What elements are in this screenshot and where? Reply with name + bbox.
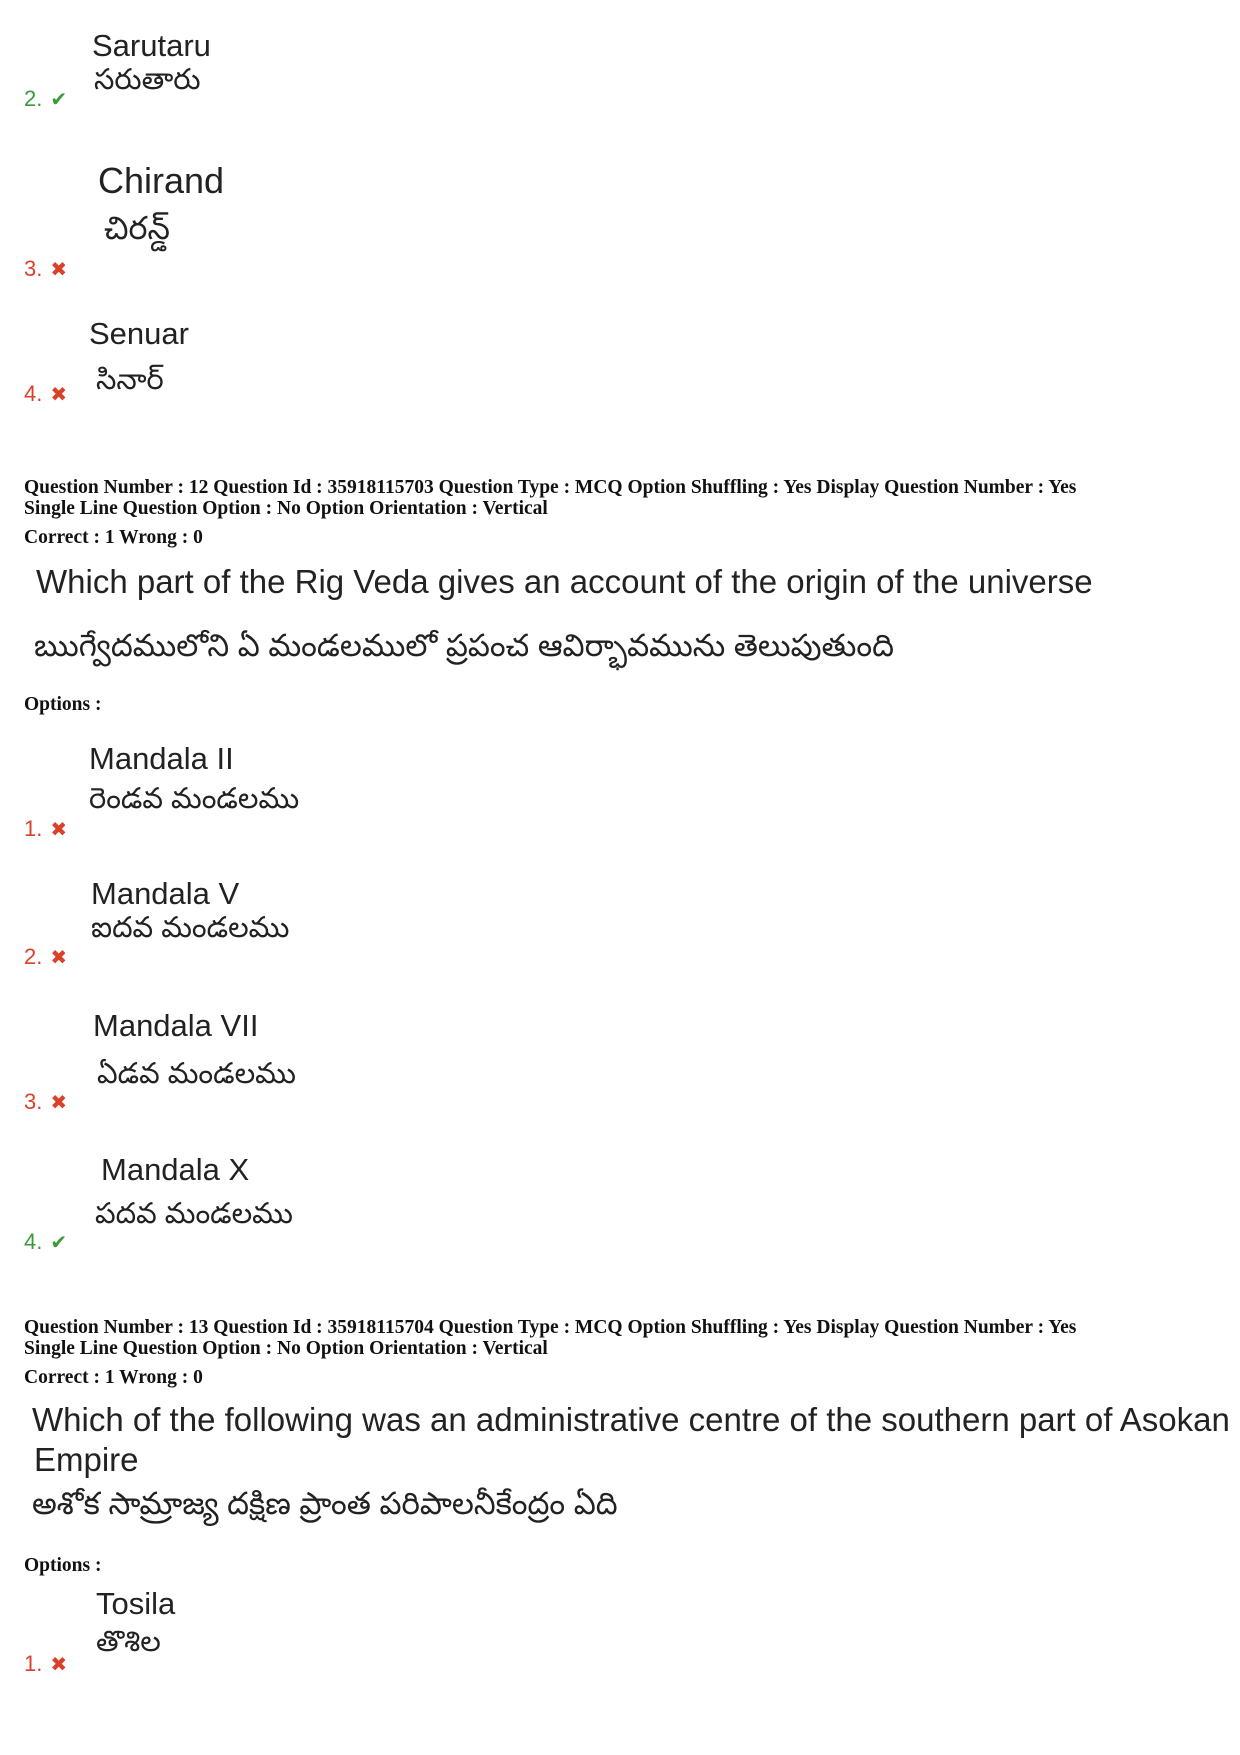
option-text-te: చిరన్డ్ bbox=[104, 210, 170, 246]
question-meta-line-1: Question Number : 13 Question Id : 35918115704 Question Type : MCQ Option Shuffling : Yes Display Question Number : Yes bbox=[24, 1317, 1077, 1338]
option-number: 1. ✖ bbox=[24, 816, 68, 841]
cross-mark-icon: ✖ bbox=[50, 819, 68, 841]
option-text-te: ఏడవ మండలము bbox=[97, 1058, 296, 1090]
check-mark-icon: ✔ bbox=[50, 1232, 68, 1254]
option-text-te: రెండవ మండలము bbox=[89, 783, 300, 815]
option-text-en: Mandala X bbox=[101, 1152, 250, 1187]
question-meta-line-1: Question Number : 12 Question Id : 35918115703 Question Type : MCQ Option Shuffling : Yes Display Question Number : Yes bbox=[24, 477, 1077, 498]
question-meta-line-2: Single Line Question Option : No Option Orientation : Vertical bbox=[24, 498, 548, 519]
option-text-te: ఐదవ మండలము bbox=[91, 912, 290, 944]
option-text-en: Senuar bbox=[89, 316, 189, 351]
cross-mark-icon: ✖ bbox=[50, 947, 68, 969]
option-text-en: Chirand bbox=[98, 160, 225, 201]
option-text-en: Mandala V bbox=[91, 876, 240, 911]
cross-mark-icon: ✖ bbox=[50, 384, 68, 406]
option-text-te: సరుతారు bbox=[94, 64, 201, 96]
question-marks: Correct : 1 Wrong : 0 bbox=[24, 527, 203, 548]
option-text-en: Tosila bbox=[96, 1586, 176, 1621]
check-mark-icon: ✔ bbox=[50, 89, 68, 111]
option-number: 3. ✖ bbox=[24, 256, 68, 281]
question-marks: Correct : 1 Wrong : 0 bbox=[24, 1367, 203, 1388]
option-text-en: Mandala II bbox=[89, 741, 234, 776]
cross-mark-icon: ✖ bbox=[50, 1654, 68, 1676]
question-text-en: Which part of the Rig Veda gives an account of the origin of the universe bbox=[36, 563, 1093, 600]
option-text-en: Mandala VII bbox=[93, 1008, 259, 1043]
options-label: Options : bbox=[24, 694, 102, 715]
option-number: 1. ✖ bbox=[24, 1651, 68, 1676]
question-text-en-line-2: Empire bbox=[34, 1441, 139, 1478]
question-text-te: ఋగ్వేదములోని ఏ మండలములో ప్రపంచ ఆవిర్భావమును తెలుపుతుంది bbox=[34, 628, 895, 663]
cross-mark-icon: ✖ bbox=[50, 1092, 68, 1114]
option-number: 4. ✖ bbox=[24, 381, 68, 406]
option-number: 4. ✔ bbox=[24, 1229, 68, 1254]
question-text-en-line-1: Which of the following was an administrative centre of the southern part of Asokan bbox=[32, 1401, 1230, 1438]
option-text-te: పదవ మండలము bbox=[95, 1198, 293, 1230]
option-text-en: Sarutaru bbox=[92, 28, 211, 63]
question-text-te: అశోక సామ్రాజ్య దక్షిణ ప్రాంత పరిపాలనీకేంద్రం ఏది bbox=[32, 1486, 618, 1521]
option-text-te: తొశిల bbox=[96, 1626, 161, 1658]
option-text-te: సినార్ bbox=[96, 364, 164, 396]
option-number: 2. ✖ bbox=[24, 944, 68, 969]
option-number: 2. ✔ bbox=[24, 86, 68, 111]
option-number: 3. ✖ bbox=[24, 1089, 68, 1114]
options-label: Options : bbox=[24, 1555, 102, 1576]
cross-mark-icon: ✖ bbox=[50, 259, 68, 281]
question-meta-line-2: Single Line Question Option : No Option Orientation : Vertical bbox=[24, 1338, 548, 1359]
